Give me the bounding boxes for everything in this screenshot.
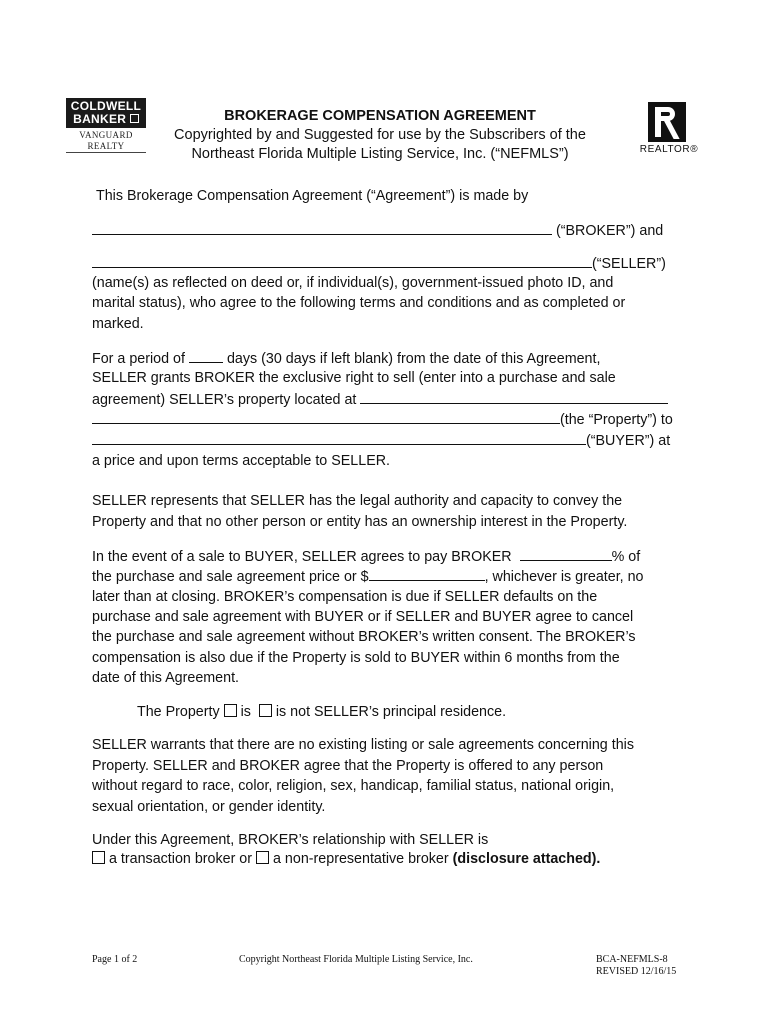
warrant-line1: SELLER warrants that there are no existing listing or sale agreements concerning this xyxy=(92,737,634,753)
footer-revised: REVISED 12/16/15 xyxy=(596,966,677,977)
footer-page-number: Page 1 of 2 xyxy=(92,954,138,965)
seller-label: (“SELLER”) xyxy=(592,256,666,272)
transaction-broker-checkbox[interactable] xyxy=(92,851,105,864)
percent-field[interactable] xyxy=(520,546,612,561)
footer-copyright: Copyright Northeast Florida Multiple Listing Service, Inc. xyxy=(239,954,473,965)
document-subtitle-line1: Copyrighted by and Suggested for use by the Subscribers of the xyxy=(174,127,586,143)
disclosure-note: (disclosure attached). xyxy=(452,851,601,867)
realtor-label: REALTOR® xyxy=(639,144,699,155)
warrant-line4: sexual orientation, or gender identity. xyxy=(92,799,326,815)
coldwell-banker-logo xyxy=(66,98,146,128)
logo-divider xyxy=(66,152,146,153)
broker-line xyxy=(92,220,692,242)
days-field[interactable] xyxy=(189,348,223,363)
seller-line xyxy=(92,253,692,275)
footer-form-id: BCA-NEFMLS-8 xyxy=(596,954,668,965)
document-title: BROKERAGE COMPENSATION AGREEMENT xyxy=(224,108,536,124)
sale-line5: the purchase and sale agreement without BROKER’s written consent. The BROKER’s xyxy=(92,629,636,645)
authority-line2: Property and that no other person or entity has an ownership interest in the Property. xyxy=(92,514,628,530)
residence-line: The Property is is not SELLER’s principal residence. xyxy=(137,704,507,720)
residence-is-not-checkbox[interactable] xyxy=(259,704,272,717)
intro-text: This Brokerage Compensation Agreement (“Agreement”) is made by xyxy=(96,188,529,204)
amount-field[interactable] xyxy=(369,566,485,581)
broker-label: (“BROKER”) and xyxy=(555,223,664,239)
names-line1: (name(s) as reflected on deed or, if individual(s), government-issued photo ID, and xyxy=(92,275,614,291)
seller-name-field[interactable] xyxy=(92,253,592,268)
period-line3: agreement) SELLER’s property located at xyxy=(92,389,692,411)
period-line1: For a period of days (30 days if left blank) from the date of this Agreement, xyxy=(92,348,692,370)
names-line2: marital status), who agree to the following terms and conditions and as completed or xyxy=(92,295,626,311)
period-line2: SELLER grants BROKER the exclusive right to sell (enter into a purchase and sale xyxy=(92,370,616,386)
sale-line4: purchase and sale agreement with BUYER or if SELLER and BUYER agree to cancel xyxy=(92,609,634,625)
relationship-options: a transaction broker or a non-representative broker (disclosure attached). xyxy=(92,849,692,870)
sale-line1: In the event of a sale to BUYER, SELLER agrees to pay BROKER % of xyxy=(92,546,692,568)
property-line: (the “Property”) to xyxy=(92,409,692,431)
warrant-line3: without regard to race, color, religion, sex, handicap, familial status, national origin, xyxy=(92,778,615,794)
document-subtitle-line2: Northeast Florida Multiple Listing Service, Inc. (“NEFMLS”) xyxy=(191,146,569,162)
price-line: a price and upon terms acceptable to SELLER. xyxy=(92,453,391,469)
buyer-line: (“BUYER”) at xyxy=(92,430,692,452)
sale-line3: later than at closing. BROKER’s compensation is due if SELLER defaults on the xyxy=(92,589,598,605)
logo-vanguard: VANGUARD xyxy=(79,130,133,140)
warrant-line2: Property. SELLER and BROKER agree that the Property is offered to any person xyxy=(92,758,604,774)
sale-line6: compensation is also due if the Property is sold to BUYER within 6 months from the xyxy=(92,650,620,666)
sale-line7: date of this Agreement. xyxy=(92,670,240,686)
non-representative-broker-checkbox[interactable] xyxy=(256,851,269,864)
names-line3: marked. xyxy=(92,316,144,332)
buyer-name-field[interactable] xyxy=(92,430,586,445)
logo-realty: REALTY xyxy=(87,141,125,151)
logo-square-icon xyxy=(130,114,139,123)
broker-name-field[interactable] xyxy=(92,220,552,235)
logo-line-banker: BANKER xyxy=(66,113,146,126)
residence-is-checkbox[interactable] xyxy=(224,704,237,717)
relationship-line: Under this Agreement, BROKER’s relationship with SELLER is xyxy=(92,832,489,848)
property-address-field[interactable] xyxy=(360,389,668,404)
authority-line1: SELLER represents that SELLER has the legal authority and capacity to convey the xyxy=(92,493,623,509)
realtor-r-icon xyxy=(648,102,686,142)
logo-line-coldwell: COLDWELL xyxy=(70,99,142,113)
property-address-field-2[interactable] xyxy=(92,409,560,424)
sale-line2: the purchase and sale agreement price or $ , whichever is greater, no xyxy=(92,566,692,588)
